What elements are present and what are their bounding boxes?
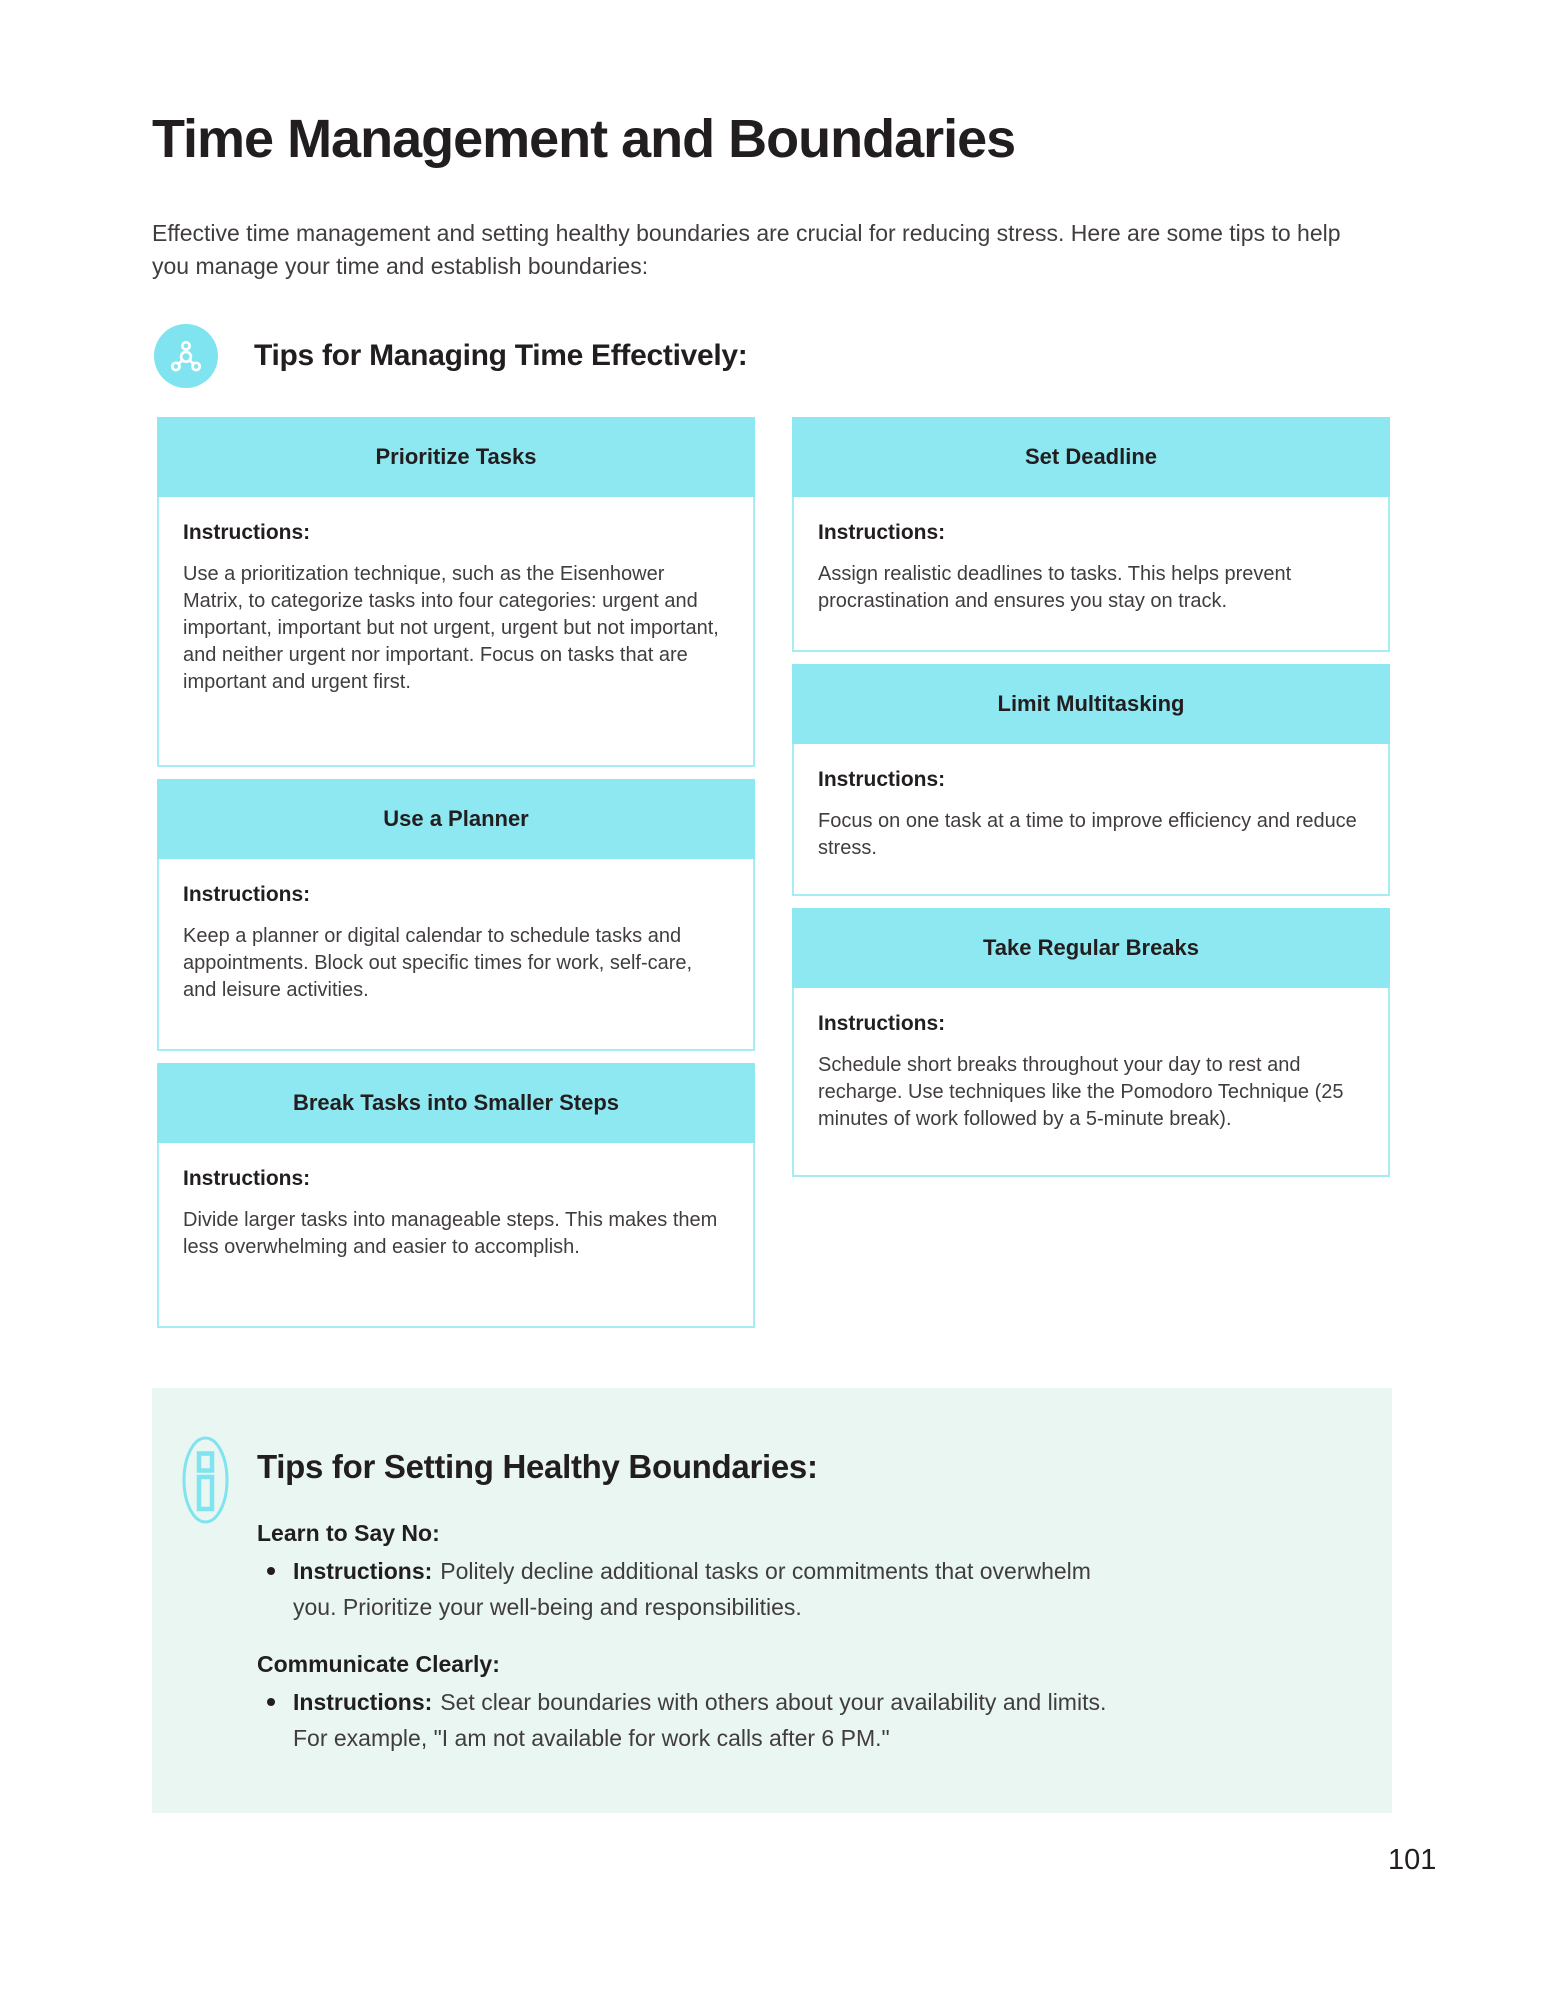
intro-text: Effective time management and setting healthy boundaries are crucial for reducing stress. Here are some tips to help you manage your time and establish boundaries: (152, 220, 1341, 279)
card-text: Focus on one task at a time to improve efficiency and reduce stress. (818, 809, 1357, 859)
boundaries-content (257, 1436, 1127, 1813)
instructions-label: Instructions: (818, 1011, 946, 1035)
card-body (794, 497, 1388, 650)
card-title: Break Tasks into Smaller Steps (292, 1089, 620, 1115)
card-header (157, 417, 755, 497)
card-header (157, 779, 755, 859)
cards-column-left (157, 417, 755, 1328)
card-prioritize-tasks (157, 417, 755, 767)
card-body (794, 988, 1388, 1175)
instructions-label: Instructions: (183, 1166, 311, 1190)
card-set-deadline (792, 417, 1390, 652)
card-header (792, 908, 1390, 988)
card-text: Schedule short breaks throughout your day to rest and recharge. Use techniques like the Pomodoro Technique (25 minutes of work followed by a 5-minute break). (818, 1053, 1344, 1130)
list-item-text: Set clear boundaries with others about your availability and limits. For example, "I am not available for work calls after 6 PM." (293, 1688, 1107, 1751)
section-heading-boundaries: Tips for Setting Healthy Boundaries: (257, 1447, 818, 1485)
card-use-a-planner (157, 779, 755, 1051)
tips-cards-grid (157, 417, 1390, 1328)
card-text: Divide larger tasks into manageable steps. This makes them less overwhelming and easier to accomplish. (183, 1208, 718, 1258)
card-break-tasks-into-smaller-steps (157, 1063, 755, 1328)
card-title: Set Deadline (1024, 443, 1158, 469)
card-take-regular-breaks (792, 908, 1390, 1177)
info-icon (182, 1436, 229, 1813)
cards-column-right (792, 417, 1390, 1328)
section-boundaries (152, 1388, 1392, 1813)
card-body (794, 744, 1388, 894)
list-item-text: Politely decline additional tasks or commitments that overwhelm you. Prioritize your well-being and responsibilities. (293, 1557, 1091, 1620)
instructions-label: Instructions: (818, 520, 946, 544)
card-body (159, 1143, 753, 1326)
list-item (257, 1684, 1127, 1756)
card-text: Use a prioritization technique, such as the Eisenhower Matrix, to categorize tasks into four categories: urgent and important, important but not urgent, urgent but not important, and neither urgent nor important. Focus on tasks that are important and urgent first. (183, 562, 719, 693)
section-managing-time-header (154, 324, 1545, 388)
card-title: Use a Planner (383, 805, 529, 831)
instructions-label: Instructions: (818, 767, 946, 791)
boundary-item-list (257, 1553, 1127, 1625)
card-text: Assign realistic deadlines to tasks. This helps prevent procrastination and ensures you stay on track. (818, 562, 1292, 612)
card-body (159, 497, 753, 765)
section-heading-managing-time: Tips for Managing Time Effectively: (254, 338, 748, 372)
boundary-item-list (257, 1684, 1127, 1756)
card-header (157, 1063, 755, 1143)
instructions-label: Instructions: (293, 1688, 433, 1715)
instructions-label: Instructions: (293, 1557, 433, 1584)
card-header (792, 664, 1390, 744)
card-title: Prioritize Tasks (375, 443, 537, 469)
instructions-label: Instructions: (183, 520, 311, 544)
page-title: Time Management and Boundaries (152, 109, 1016, 169)
boundary-item-title: Learn to Say No: (257, 1519, 440, 1546)
card-body (159, 859, 753, 1049)
list-item (257, 1553, 1127, 1625)
card-text: Keep a planner or digital calendar to schedule tasks and appointments. Block out specific times for work, self-care, and leisure activities. (183, 924, 693, 1001)
card-title: Take Regular Breaks (982, 934, 1200, 960)
boundary-item-communicate-clearly (257, 1651, 1127, 1756)
card-header (792, 417, 1390, 497)
instructions-label: Instructions: (183, 882, 311, 906)
card-title: Limit Multitasking (997, 690, 1185, 716)
card-limit-multitasking (792, 664, 1390, 896)
boundary-item-title: Communicate Clearly: (257, 1650, 500, 1677)
boundary-item-learn-to-say-no (257, 1520, 1127, 1625)
page-number: 101 (1388, 1844, 1437, 1876)
hub-network-icon (154, 324, 218, 388)
